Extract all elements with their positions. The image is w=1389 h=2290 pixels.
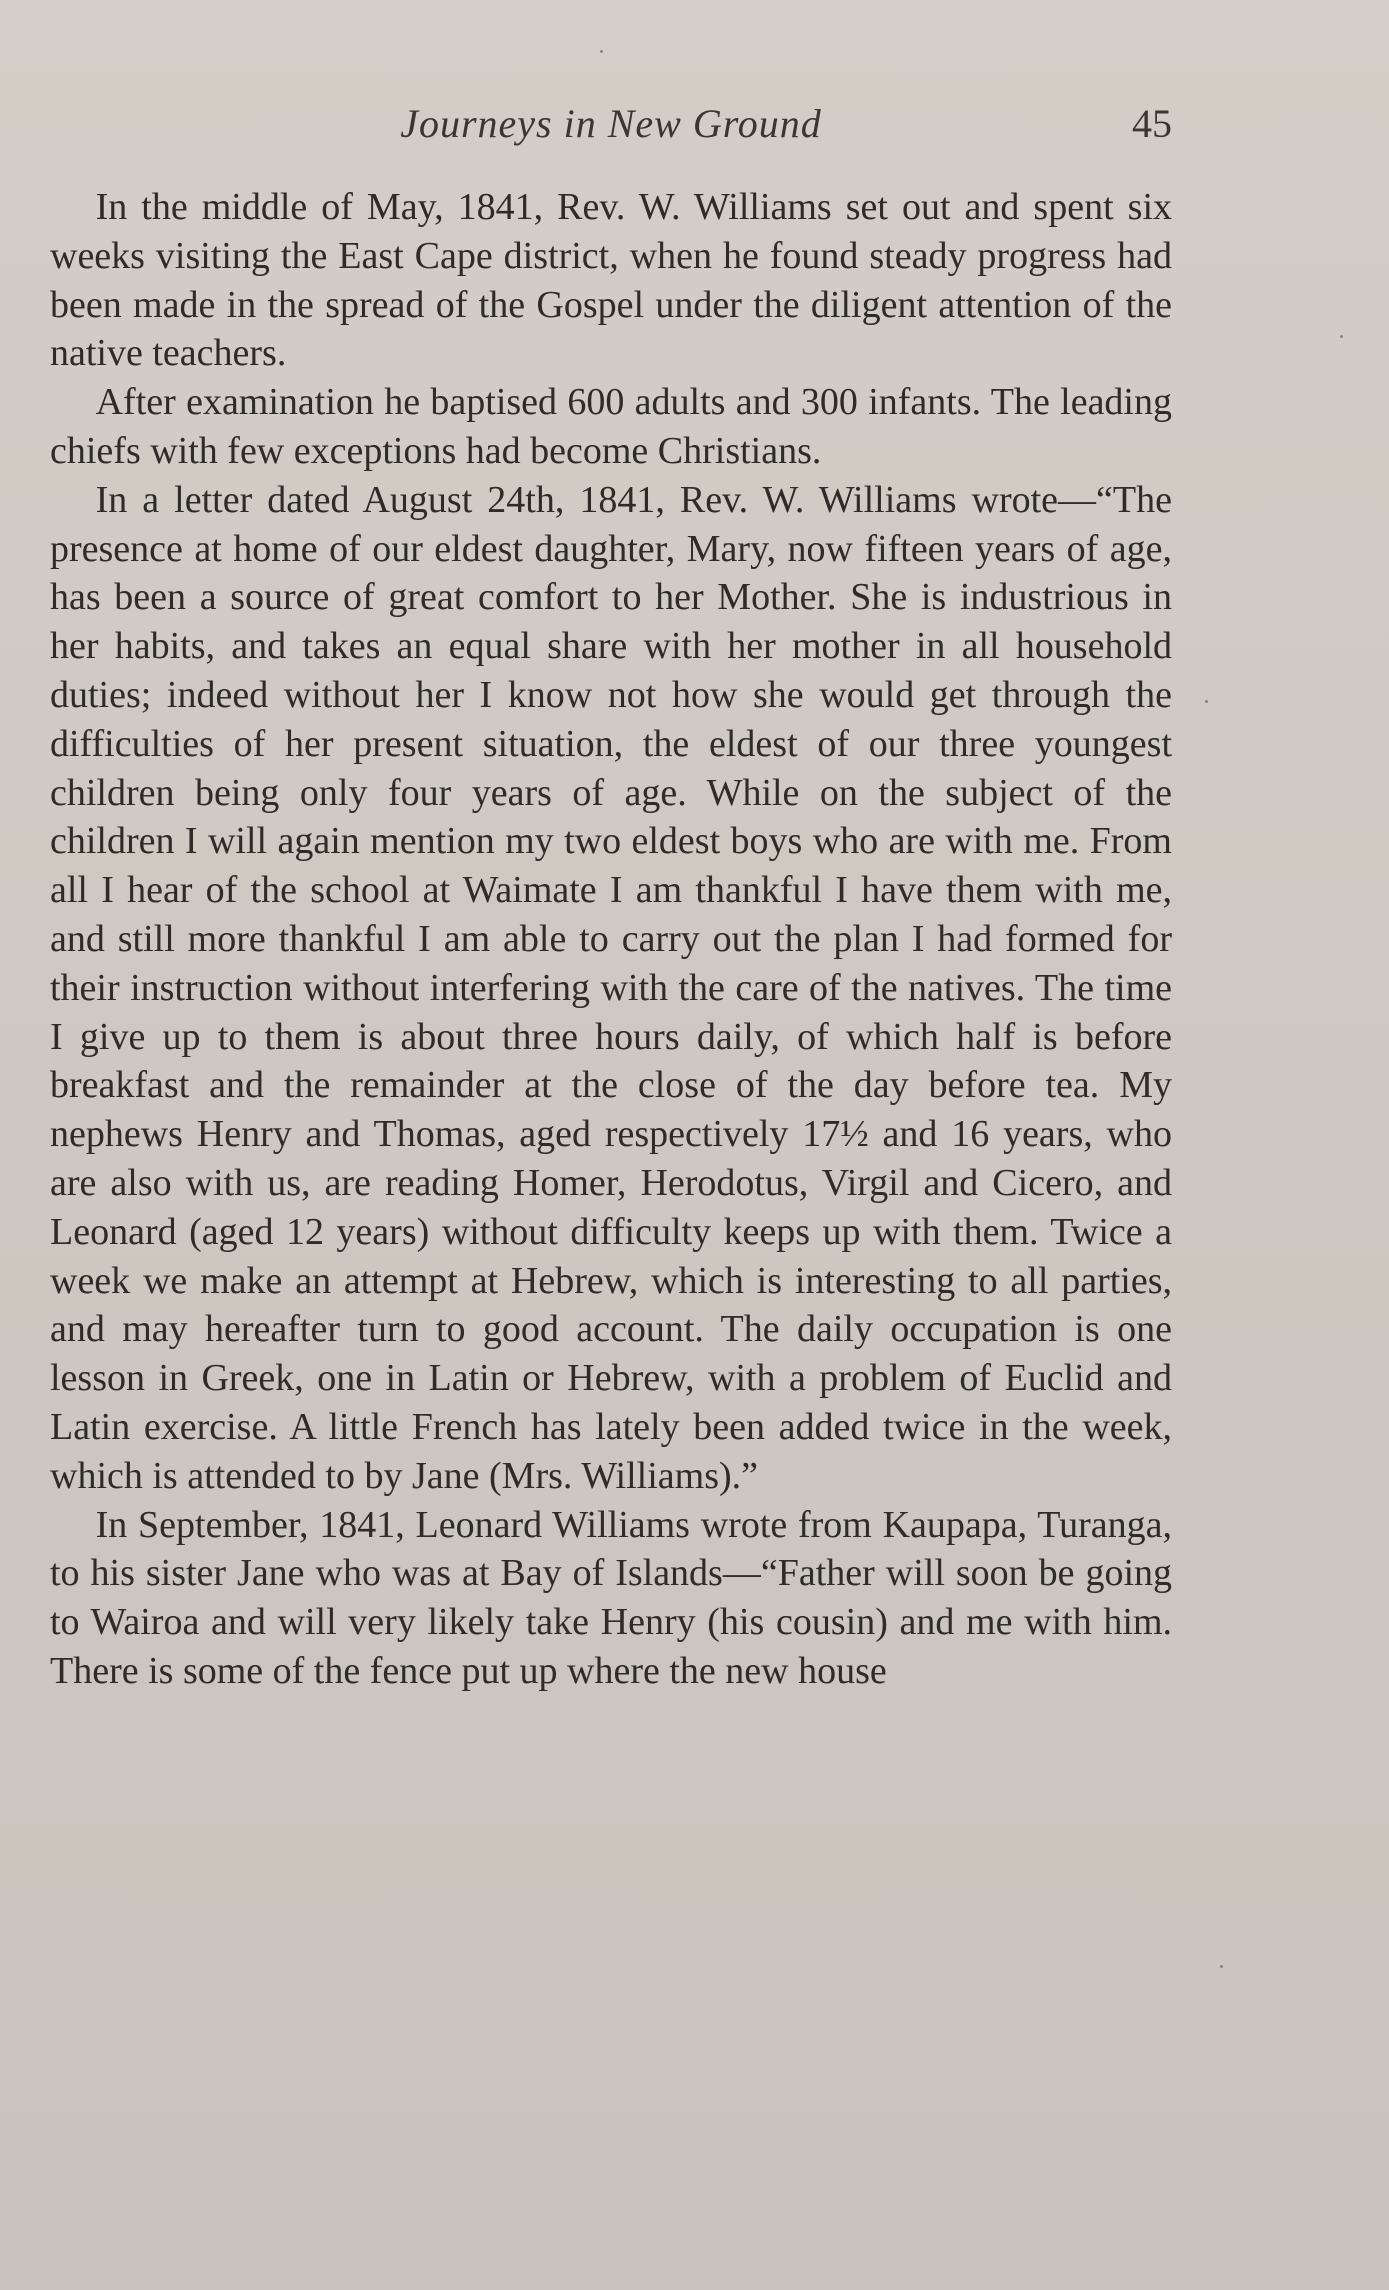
body-text: [50, 183, 1172, 1696]
paragraph-3: In a letter dated August 24th, 1841, Rev. W. Williams wrote—“The presence at home of our eldest daughter, Mary, now fifteen years of age, has been a source of great comfort to her Mother. She is industrious in her habits, and takes an equal share with her mother in all household duties; indeed without her I know not how she would get through the difficulties of her present situation, the eldest of our three youngest children being only four years of age. While on the subject of the children I will again mention my two eldest boys who are with me. From all I hear of the school at Waimate I am thankful I have them with me, and still more thankful I am able to carry out the plan I had formed for their instruction without interfering with the care of the natives. The time I give up to them is about three hours daily, of which half is before breakfast and the remainder at the close of the day before tea. My nephews Henry and Thomas, aged respectively 17½ and 16 years, who are also with us, are reading Homer, Herodotus, Virgil and Cicero, and Leonard (aged 12 years) without difficulty keeps up with them. Twice a week we make an attempt at Hebrew, which is interesting to all parties, and may hereafter turn to good account. The daily occupation is one lesson in Greek, one in Latin or Hebrew, with a problem of Euclid and Latin exercise. A little French has lately been added twice in the week, which is attended to by Jane (Mrs. Williams).”: [50, 478, 1172, 1497]
page-number: 45: [1132, 101, 1172, 146]
running-title: Journeys in New Ground: [400, 101, 822, 146]
paragraph-1: In the middle of May, 1841, Rev. W. Williams set out and spent six weeks visiting the East Cape district, when he found steady progress had been made in the spread of the Gospel under the diligent attention of the native teachers.: [50, 186, 1172, 375]
page-header: [50, 100, 1172, 160]
paper-speck: [1220, 1965, 1223, 1968]
paper-speck: [1340, 335, 1343, 338]
paragraph-2: After examination he baptised 600 adults and 300 infants. The leading chiefs with few exceptions had become Christians.: [50, 381, 1172, 472]
paragraph-4: In September, 1841, Leonard Williams wrote from Kaupapa, Turanga, to his sister Jane who was at Bay of Islands—“Father will soon be going to Wairoa and will very likely take Henry (his cousin) and me with him. There is some of the fence put up where the new house: [50, 1503, 1172, 1692]
paper-speck: [1205, 700, 1208, 703]
paper-speck: [600, 50, 603, 53]
